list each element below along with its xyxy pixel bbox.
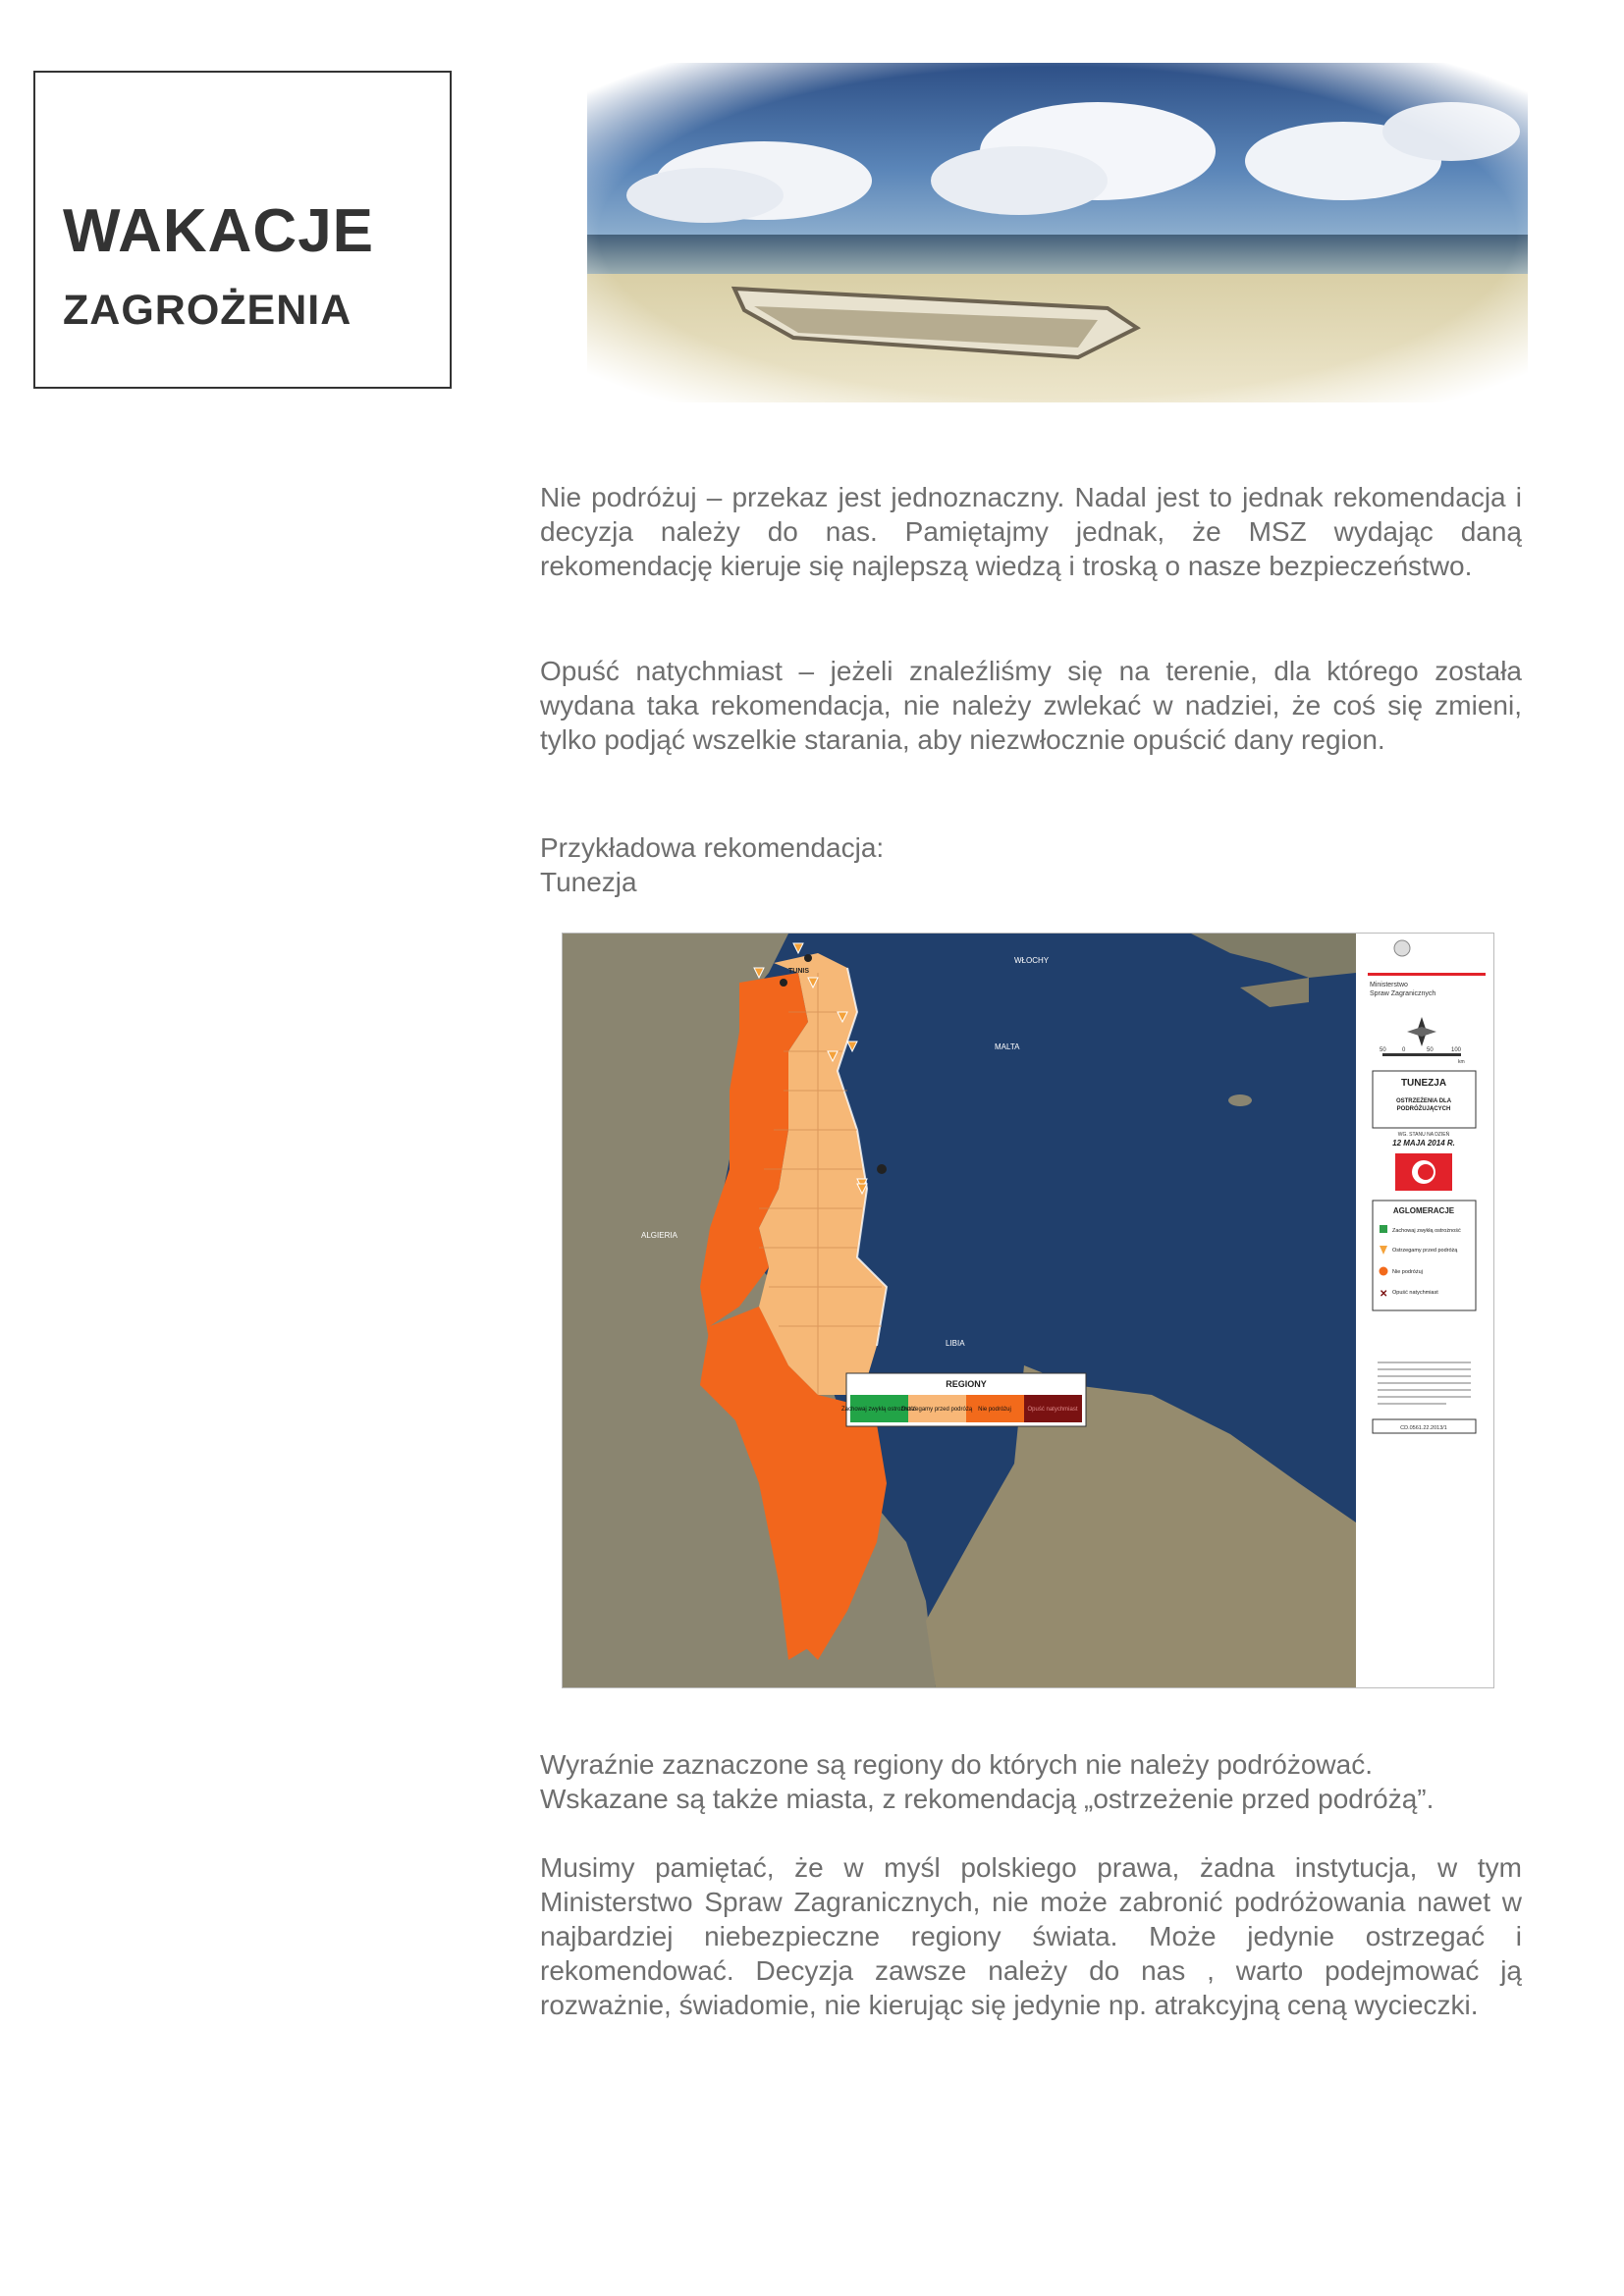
agglo-item-2: Nie podróżuj [1392, 1269, 1423, 1275]
footnote-id: CD.0561.22.2013/1 [1400, 1425, 1447, 1431]
map-graphic [563, 934, 1493, 1687]
paragraph-2: Opuść natychmiast – jeżeli znaleźliśmy się na terenie, dla którego została wydana taka rekomendacja, nie należy zwlekać w nadziei, że coś się zmieni, tylko podjąć wszelkie starania, aby niezwłocznie opuścić dany region. [540, 656, 1522, 755]
regions-legend-item-3: Opuść natychmiast [1027, 1407, 1078, 1413]
title-box [33, 71, 452, 389]
regions-legend-item-2: Nie podróżuj [978, 1407, 1011, 1413]
scale-tick-2: 50 [1427, 1047, 1434, 1053]
disclaimer-text-block [1373, 1358, 1476, 1415]
as-of-label: WG. STANU NA DZIEŃ [1397, 1132, 1450, 1138]
scale-tick-1: 0 [1402, 1047, 1406, 1053]
scale-tick-0: 50 [1380, 1047, 1386, 1053]
label-tunis: TUNIS [788, 968, 809, 975]
label-italy: WŁOCHY [1014, 956, 1050, 965]
label-malta: MALTA [995, 1042, 1020, 1051]
eagle-emblem-icon [1394, 940, 1410, 956]
agglo-item-0: Zachowaj zwykłą ostrożność [1392, 1228, 1461, 1234]
regions-legend-item-0: Zachowaj zwykłą ostrożność [840, 1407, 917, 1413]
label-libya: LIBIA [946, 1339, 965, 1348]
scale-unit: km [1458, 1059, 1465, 1065]
agglo-no-travel-icon [1380, 1267, 1388, 1276]
paragraph-4-line1: Wyraźnie zaznaczone są regiony do których nie należy podróżować. [540, 1749, 1373, 1780]
regions-legend [841, 1373, 1086, 1426]
map-subtitle-line2: PODRÓŻUJĄCYCH [1396, 1106, 1451, 1112]
as-of-date: 12 MAJA 2014 R. [1392, 1139, 1455, 1148]
malta-land [1228, 1095, 1252, 1106]
ministry-line1: Ministerstwo [1370, 982, 1408, 988]
tunisia-map [562, 933, 1494, 1688]
map-subtitle-line1: OSTRZEŻENIA DLA [1395, 1098, 1452, 1104]
title-line2: ZAGROŻENIA [63, 287, 352, 334]
regions-legend-title: REGIONY [946, 1379, 987, 1389]
paragraph-3-line1: Przykładowa rekomendacja: [540, 832, 885, 863]
agglomerations-title: AGLOMERACJE [1392, 1206, 1455, 1215]
paragraph-3-line2: Tunezja [540, 867, 637, 897]
ministry-line2: Spraw Zagranicznych [1370, 990, 1436, 997]
paragraph-1: Nie podróżuj – przekaz jest jednoznaczny. Nadal jest to jednak rekomendacja i decyzja należy do nas. Pamiętajmy jednak, że MSZ wydając daną rekomendację kieruje się najlepszą wiedzą i troską o nasze bezpieczeństwo. [540, 482, 1522, 581]
title-line1: WAKACJE [63, 197, 375, 265]
label-algeria: ALGIERIA [641, 1231, 677, 1240]
paragraph-5: Musimy pamiętać, że w myśl polskiego prawa, żadna instytucja, w tym Ministerstwo Spraw Zagranicznych, nie może zabronić podróżowania nawet w najbardziej niebezpieczne regiony świata. Może jedynie ostrzegać i rekomendować. Decyzja zawsze należy do nas , warto podejmować ją rozważnie, świadomie, nie kierując się jedynie np. atrakcyjną ceną wycieczki. [540, 1852, 1522, 2020]
regions-legend-item-1: Ostrzegamy przed podróżą [900, 1407, 973, 1413]
map-side-panel [1356, 934, 1493, 1687]
agglo-green-icon [1380, 1225, 1387, 1233]
scale-tick-3: 100 [1451, 1047, 1462, 1053]
scale-bar [1382, 1053, 1461, 1056]
map-country-title: TUNEZJA [1400, 1078, 1447, 1089]
agglo-leave-icon: ✕ [1380, 1289, 1388, 1300]
paragraph-4-line2: Wskazane są także miasta, z rekomendacją „ostrzeżenie przed podróżą”. [540, 1784, 1435, 1814]
beach-photo [587, 63, 1528, 402]
agglo-item-3: Opuść natychmiast [1392, 1290, 1438, 1296]
agglo-item-1: Ostrzegamy przed podróżą [1392, 1248, 1458, 1254]
